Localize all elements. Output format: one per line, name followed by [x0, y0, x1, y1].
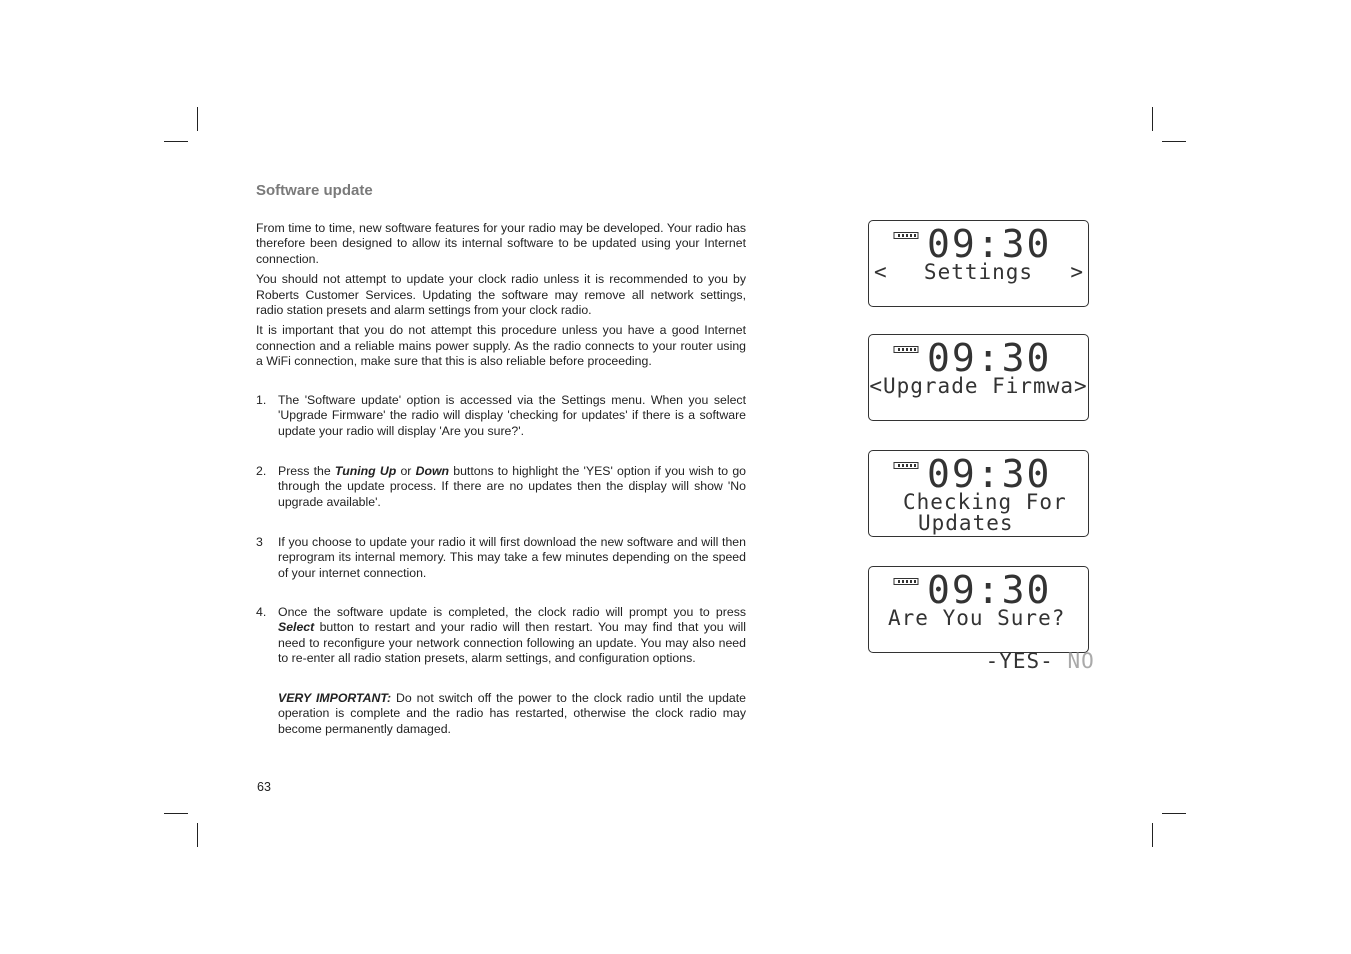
crop-mark: [1162, 813, 1186, 814]
signal-strength-icon: [893, 578, 919, 585]
button-name: Down: [415, 464, 450, 478]
step-number: 3: [256, 535, 263, 549]
warning-label: VERY IMPORTANT:: [278, 691, 392, 705]
clock-time: 09:30: [927, 336, 1052, 380]
signal-strength-icon: [893, 462, 919, 469]
crop-mark: [1152, 823, 1153, 847]
yes-option: YES: [999, 649, 1041, 673]
clock-time: 09:30: [927, 452, 1052, 496]
no-option: NO: [1067, 649, 1095, 673]
warning-text: Do not switch off the power to the clock radio until the update operation is complete and the radio has restarted, otherwise the clock radio may become permanently damaged.: [278, 691, 746, 736]
intro-text: [256, 221, 746, 375]
crop-mark: [164, 141, 188, 142]
chevron-left-icon: <: [874, 260, 887, 284]
step-number: 1.: [256, 393, 267, 407]
warning-note: [256, 691, 746, 737]
chevron-right-icon: >: [1070, 260, 1083, 284]
button-name: Select: [278, 620, 315, 635]
yes-option-dash: -: [985, 649, 1000, 673]
crop-mark: [197, 107, 198, 131]
step-text: Once the software update is completed, the clock radio will prompt you to press Select button to restart and your radio will then restart. You may find that you will need to reconfigure your network connection following an update. You may also need to re-enter all radio station presets, alarm settings, and configuration options.: [278, 605, 746, 666]
crop-mark: [1162, 141, 1186, 142]
step-item: [256, 464, 746, 510]
lcd-display-confirm: [868, 566, 1095, 673]
intro-paragraph: You should not attempt to update your clock radio unless it is recommended to you by Roberts Customer Services. Updating the software may remove all network settings, radio station presets and alarm settings from your clock radio.: [256, 272, 746, 318]
crop-mark: [197, 823, 198, 847]
clock-time: 09:30: [927, 222, 1052, 266]
intro-paragraph: It is important that you do not attempt this procedure unless you have a good Internet connection and a reliable mains power supply. As the radio connects to your router using a WiFi connection, make sure that this is also reliable before proceeding.: [256, 323, 746, 369]
yes-option-dash: -: [1040, 649, 1054, 673]
signal-strength-icon: [893, 346, 919, 353]
lcd-choice-row: [869, 628, 1095, 694]
lcd-prompt-text: Are You Sure?: [888, 606, 1066, 630]
lcd-display-settings: [868, 220, 1089, 307]
section-title: Software update: [256, 182, 373, 199]
lcd-menu-text: <Upgrade Firmwa>: [869, 374, 1088, 398]
button-name: Tuning Up: [334, 464, 397, 478]
lcd-menu-text: Settings: [923, 260, 1034, 284]
step-text: If you choose to update your radio it will first download the new software and will then reprogram its internal memory. This may take a few minutes depending on the speed of your internet connection.: [278, 535, 746, 580]
step-number: 2.: [256, 464, 267, 478]
lcd-status-text: Checking For: [903, 490, 1067, 514]
lcd-display-checking: [868, 450, 1089, 537]
step-number: 4.: [256, 605, 267, 619]
step-text: The 'Software update' option is accessed via the Settings menu. When you select 'Upgrade Firmware' the radio will display 'checking for updates' if there is a software update your radio will display 'Are you sure?'.: [278, 393, 746, 438]
lcd-status-text: Updates: [918, 511, 1014, 535]
clock-time: 09:30: [927, 568, 1052, 612]
crop-mark: [1152, 107, 1153, 131]
lcd-display-upgrade: [868, 334, 1089, 421]
signal-strength-icon: [893, 232, 919, 239]
step-item: [256, 393, 746, 439]
step-item: [256, 535, 746, 581]
page-number: 63: [257, 780, 271, 794]
step-item: [256, 605, 746, 667]
step-text: Press the Tuning Up or Down buttons to highlight the 'YES' option if you wish to go through the update process. If there are no updates then the display will show 'No upgrade available'.: [278, 464, 746, 509]
intro-paragraph: From time to time, new software features for your radio may be developed. Your radio has therefore been designed to allow its internal software to be updated using your Internet connection.: [256, 221, 746, 266]
crop-mark: [164, 813, 188, 814]
